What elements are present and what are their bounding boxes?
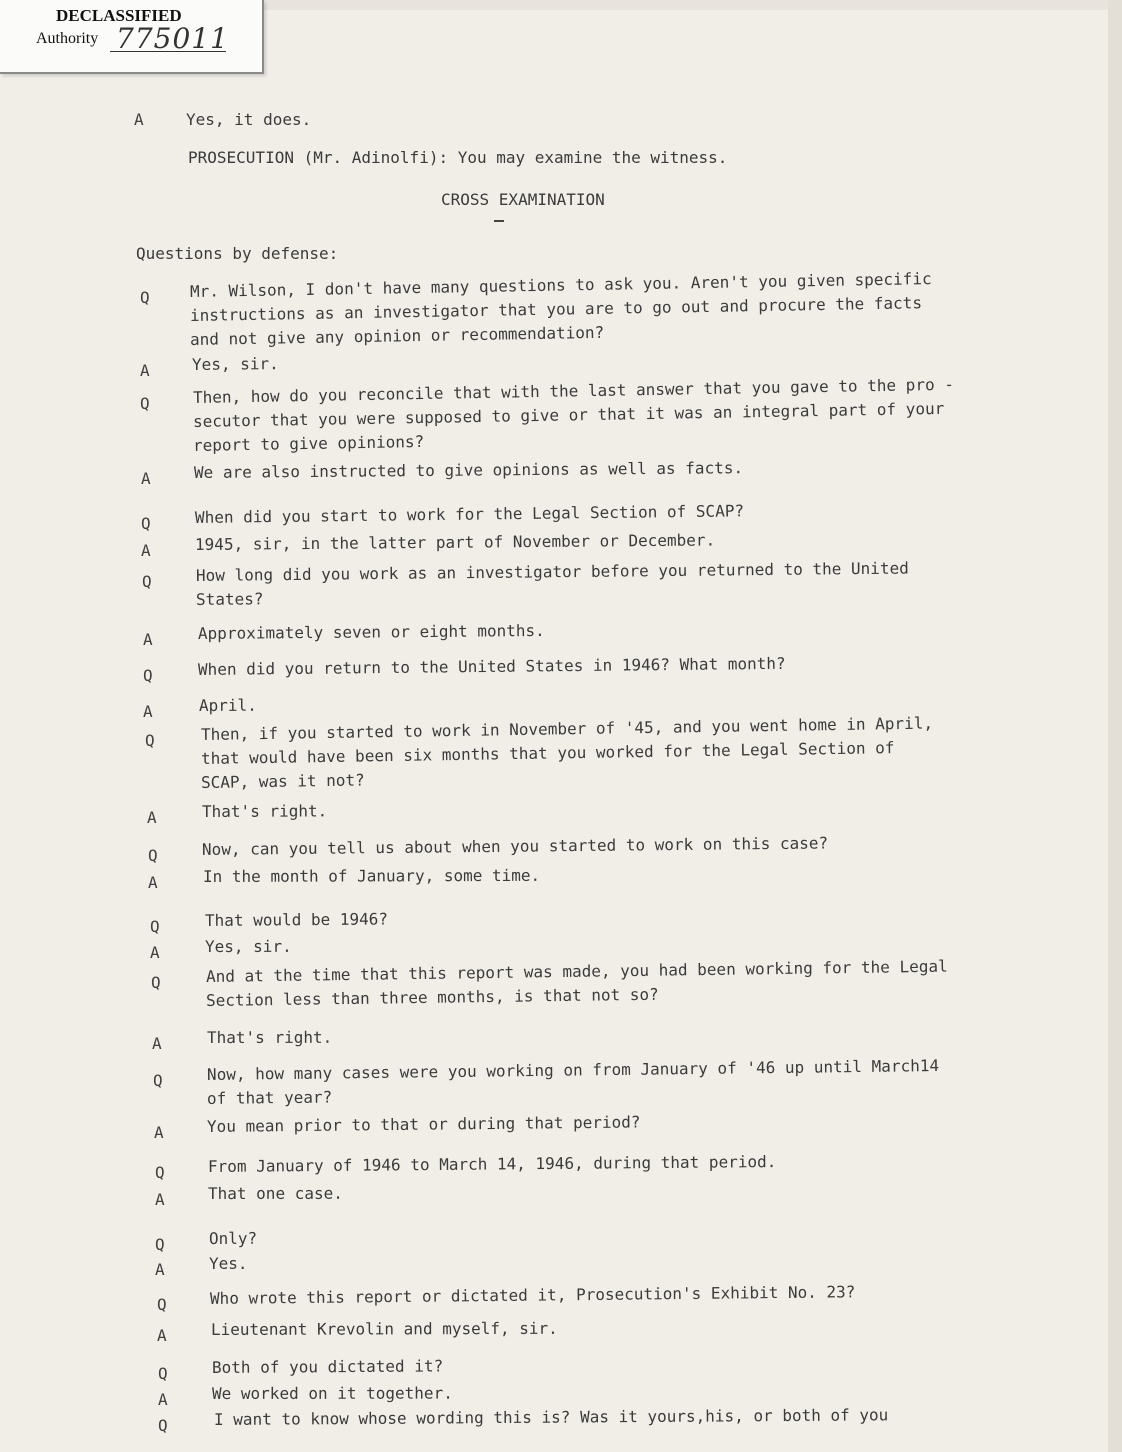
section-heading: CROSS EXAMINATION [441, 190, 605, 209]
question-text-line: When did you start to work for the Legal Section of SCAP? [194, 501, 745, 527]
question-marker: Q [148, 846, 158, 865]
question-marker: Q [142, 572, 152, 591]
opening-speaker: A [134, 110, 144, 129]
answer-marker: A [152, 1034, 162, 1053]
question-text-line: Only? [208, 1228, 258, 1248]
question-marker: Q [143, 666, 153, 685]
question-marker: Q [145, 731, 155, 750]
question-text-line: Now, can you tell us about when you started to work on this case? [201, 833, 829, 859]
answer-text-line: Yes, sir. [191, 354, 279, 374]
answer-marker: A [147, 808, 157, 827]
question-marker: Q [150, 917, 160, 936]
question-marker: Q [153, 1071, 163, 1090]
answer-marker: A [157, 1326, 167, 1345]
question-text-line: report to give opinions? [192, 431, 425, 455]
answer-marker: A [141, 469, 151, 488]
heading-underline [494, 220, 504, 222]
question-text-line: and not give any opinion or recommendation? [189, 322, 605, 349]
answer-marker: A [155, 1190, 165, 1209]
opening-answer: Yes, it does. [186, 110, 312, 129]
question-text-line: I want to know whose wording this is? Was it yours,his, or both of you [213, 1405, 889, 1429]
question-text-line: that would have been six months that you worked for the Legal Section of [200, 738, 895, 768]
questions-by-label: Questions by defense: [136, 244, 339, 263]
question-text-line: States? [195, 589, 264, 609]
answer-text-line: That's right. [206, 1027, 333, 1047]
answer-text-line: April. [198, 695, 257, 715]
question-marker: Q [140, 394, 150, 413]
question-text-line: SCAP, was it not? [200, 770, 365, 792]
declassified-stamp [0, 0, 264, 74]
question-text-line: Then, how do you reconcile that with the last answer that you gave to the pro - [192, 374, 955, 407]
answer-text-line: Lieutenant Krevolin and myself, sir. [210, 1318, 558, 1339]
question-marker: Q [141, 514, 151, 533]
question-text-line: of that year? [206, 1087, 333, 1108]
question-text-line: From January of 1946 to March 14, 1946, during that period. [207, 1152, 777, 1176]
question-text-line: Both of you dictated it? [211, 1356, 444, 1377]
question-marker: Q [155, 1235, 165, 1254]
question-text-line: Who wrote this report or dictated it, Prosecution's Exhibit No. 23? [209, 1282, 856, 1308]
question-text-line: And at the time that this report was made, you had been working for the Legal [205, 956, 948, 986]
answer-marker: A [150, 943, 160, 962]
question-marker: Q [140, 288, 150, 307]
answer-text-line: Yes. [209, 1254, 248, 1273]
question-text-line: When did you return to the United States in 1946? What month? [197, 653, 786, 679]
answer-marker: A [141, 541, 151, 560]
answer-text-line: In the month of January, some time. [202, 865, 541, 886]
question-text-line: Then, if you started to work in November of '45, and you went home in April, [200, 713, 934, 744]
question-marker: Q [151, 973, 161, 992]
answer-marker: A [148, 873, 158, 892]
question-text-line: How long did you work as an investigator before you returned to the United [195, 558, 909, 585]
question-text-line: Mr. Wilson, I don't have many questions to ask you. Aren't you given specific [189, 269, 932, 301]
question-text-line: Now, how many cases were you working on from January of '46 up until March14 [206, 1056, 940, 1084]
prosecution-line: PROSECUTION (Mr. Adinolfi): You may examine the witness. [188, 148, 728, 167]
answer-text-line: We are also instructed to give opinions as well as facts. [193, 458, 744, 482]
question-text-line: Section less than three months, is that not so? [205, 984, 659, 1010]
answer-text-line: 1945, sir, in the latter part of November or December. [194, 530, 716, 554]
answer-marker: A [140, 361, 150, 380]
stamp-authority-label: Authority [36, 30, 99, 47]
answer-marker: A [158, 1390, 168, 1409]
question-marker: Q [158, 1416, 168, 1435]
answer-text-line: You mean prior to that or during that period? [206, 1112, 641, 1136]
answer-text-line: That's right. [201, 801, 328, 821]
question-text-line: instructions as an investigator that you are to go out and procure the facts [189, 293, 923, 325]
answer-marker: A [143, 630, 153, 649]
question-text-line: That would be 1946? [204, 909, 389, 930]
answer-marker: A [155, 1260, 165, 1279]
answer-text-line: Yes, sir. [204, 936, 292, 956]
answer-text-line: That one case. [207, 1183, 343, 1203]
stamp-authority-number: 775011 [116, 22, 229, 55]
answer-marker: A [154, 1123, 164, 1142]
answer-text-line: We worked on it together. [211, 1383, 453, 1403]
question-text-line: secutor that you were supposed to give or that it was an integral part of your [192, 398, 945, 431]
page-edge [1108, 0, 1122, 1452]
question-marker: Q [155, 1163, 165, 1182]
answer-marker: A [143, 702, 153, 721]
answer-text-line: Approximately seven or eight months. [197, 620, 545, 643]
question-marker: Q [157, 1295, 167, 1314]
question-marker: Q [158, 1364, 168, 1383]
stamp-title: DECLASSIFIED [56, 6, 182, 25]
